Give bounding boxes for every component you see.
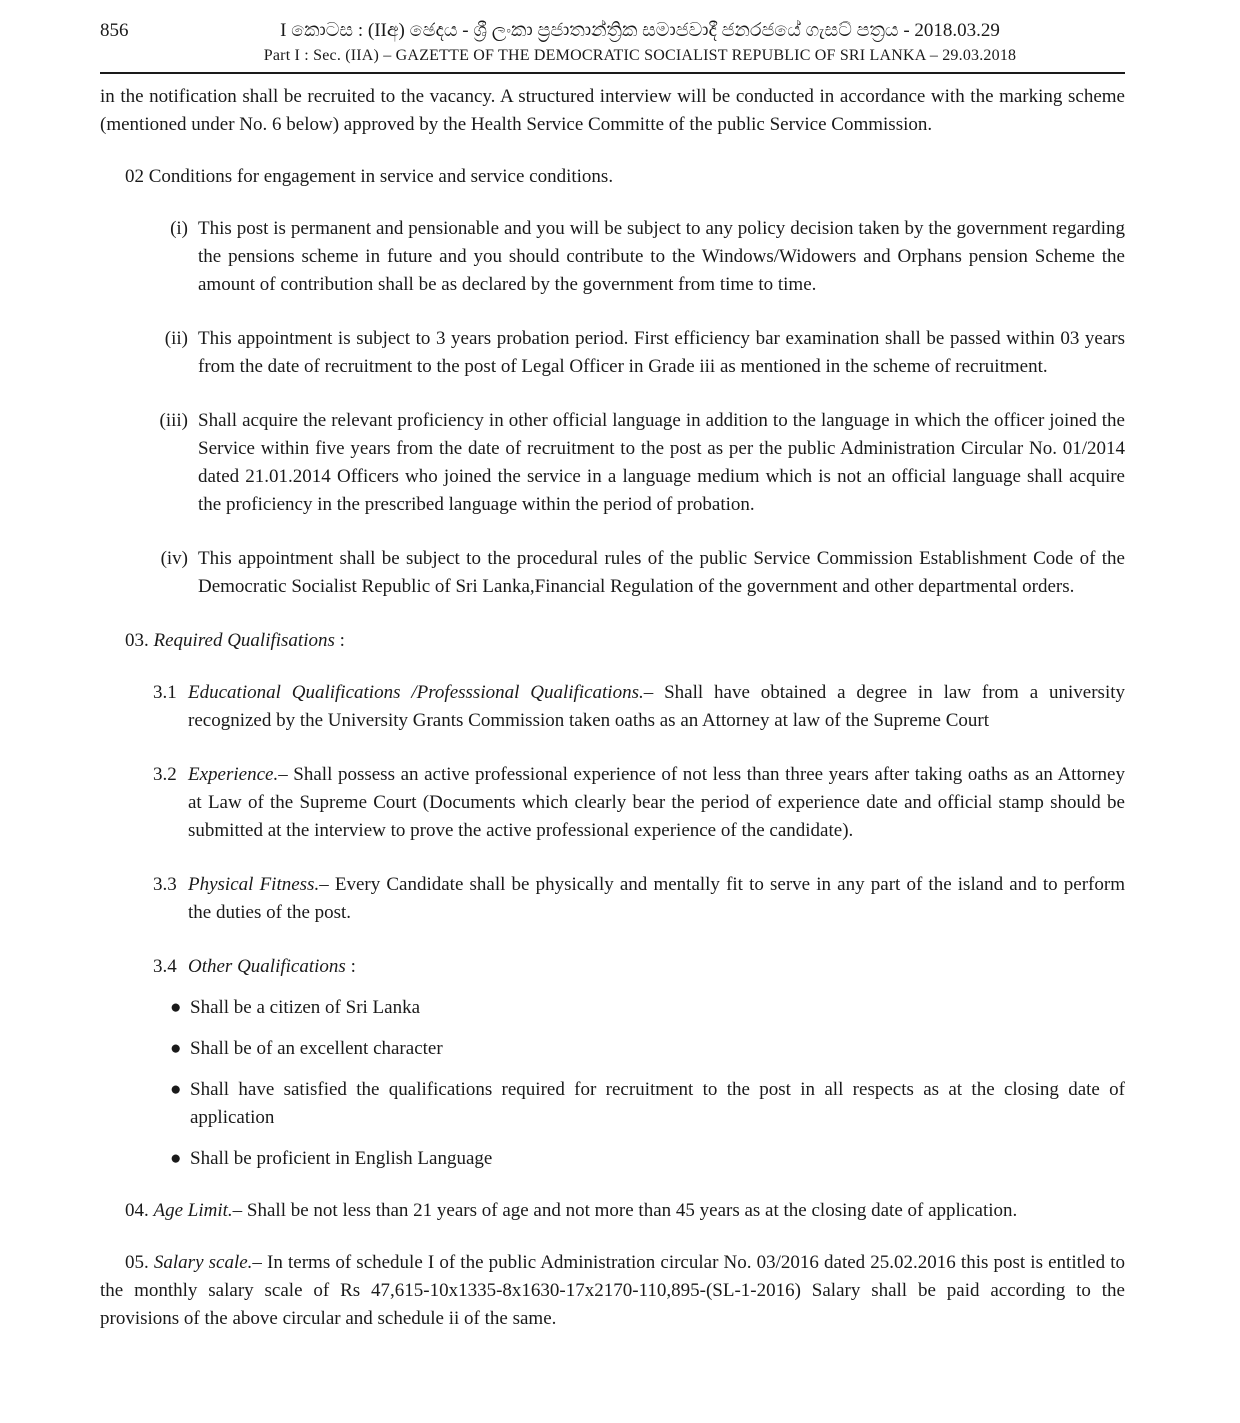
item-number: (iii) bbox=[159, 410, 188, 431]
bullet-icon: ● bbox=[170, 1079, 182, 1100]
gazette-header-english: Part I : Sec. (IIA) – GAZETTE OF THE DEMOCRATIC SOCIALIST REPUBLIC OF SRI LANKA – 29.03.2018 bbox=[263, 47, 1017, 64]
bullet-item bbox=[100, 1145, 1125, 1173]
sub-number: 3.2 bbox=[153, 764, 177, 785]
item-number: (iv) bbox=[160, 548, 188, 569]
section-number: 03. bbox=[125, 630, 149, 651]
sub-title: Physical Fitness. bbox=[188, 874, 320, 895]
item-text: This post is permanent and pensionable and you will be subject to any policy decision taken by the government regarding the pensions scheme in future and you should contribute to the Windows/Widowers and Orphans pension Scheme the amount of contribution shall be as declared by the government from time to time. bbox=[198, 218, 1125, 295]
section-text: – Shall be not less than 21 years of age and not more than 45 years as at the closing date of application. bbox=[232, 1200, 1018, 1221]
qualification-item bbox=[100, 761, 1125, 845]
qualification-item bbox=[100, 953, 1125, 981]
section-03-heading bbox=[100, 627, 1125, 655]
section-number: 04. bbox=[125, 1200, 149, 1221]
condition-item bbox=[100, 215, 1125, 299]
section-02-heading: 02 Conditions for engagement in service and service conditions. bbox=[125, 166, 614, 187]
sub-title: Other Qualifications bbox=[188, 956, 346, 977]
bullet-text: Shall be proficient in English Language bbox=[190, 1148, 493, 1169]
bullet-icon: ● bbox=[170, 1148, 182, 1169]
sub-colon: : bbox=[345, 956, 356, 977]
bullet-item bbox=[100, 1076, 1125, 1132]
bullet-icon: ● bbox=[170, 997, 182, 1018]
header-rule bbox=[100, 72, 1125, 74]
section-title: Required Qualifisations bbox=[153, 630, 335, 651]
bullet-icon: ● bbox=[170, 1038, 182, 1059]
section-number: 05. bbox=[125, 1252, 149, 1273]
sub-title: Educational Qualifications /Professsional Qualifications. bbox=[188, 682, 644, 703]
sub-title: Experience. bbox=[188, 764, 279, 785]
qualification-item bbox=[100, 871, 1125, 927]
item-text: Shall acquire the relevant proficiency in other official language in addition to the language in which the officer joined the Service within five years from the date of recruitment to the post as per the public Administration Circular No. 01/2014 dated 21.01.2014 Officers who joined the service in a language medium which is not an official language shall acquire the proficiency in the prescribed language within the period of probation. bbox=[198, 410, 1125, 515]
item-number: (i) bbox=[170, 218, 188, 239]
page-number: 856 bbox=[100, 20, 129, 41]
bullet-text: Shall be of an excellent character bbox=[190, 1038, 443, 1059]
section-text: – In terms of schedule I of the public Administration circular No. 03/2016 dated 25.02.2016 this post is entitled to the monthly salary scale of Rs 47,615-10x1335-8x1630-17x2170-110,895-(SL-1-2016) Salary shall be paid according to the provisions of the above circular and schedule ii of the same. bbox=[100, 1252, 1125, 1329]
section-title: Age Limit. bbox=[153, 1200, 233, 1221]
item-text: This appointment shall be subject to the procedural rules of the public Service Commission Establishment Code of the Democratic Socialist Republic of Sri Lanka,Financial Regulation of the government and other departmental orders. bbox=[198, 548, 1125, 597]
item-text: This appointment is subject to 3 years probation period. First efficiency bar examination shall be passed within 03 years from the date of recruitment to the post of Legal Officer in Grade iii as mentioned in the scheme of recruitment. bbox=[198, 328, 1125, 377]
condition-item bbox=[100, 545, 1125, 601]
section-05 bbox=[100, 1249, 1125, 1333]
sub-number: 3.4 bbox=[153, 956, 177, 977]
intro-paragraph: in the notification shall be recruited to the vacancy. A structured interview will be conducted in accordance with the marking scheme (mentioned under No. 6 below) approved by the Health Service Committe of the public Service Commission. bbox=[100, 86, 1125, 135]
item-number: (ii) bbox=[164, 328, 188, 349]
section-04 bbox=[100, 1197, 1125, 1225]
sub-text: – Shall possess an active professional experience of not less than three years after taking oaths as an Attorney at Law of the Supreme Court (Documents which clearly bear the period of experience date and official stamp should be submitted at the interview to prove the active professional experience of the candidate). bbox=[188, 764, 1125, 841]
document-body bbox=[100, 83, 1125, 1333]
sub-text: – Every Candidate shall be physically and mentally fit to serve in any part of the island and to perform the duties of the post. bbox=[188, 874, 1125, 923]
qualification-item bbox=[100, 679, 1125, 735]
section-colon: : bbox=[334, 630, 345, 651]
bullet-text: Shall have satisfied the qualifications required for recruitment to the post in all respects as at the closing date of application bbox=[190, 1079, 1125, 1128]
bullet-item bbox=[100, 1035, 1125, 1063]
condition-item bbox=[100, 407, 1125, 519]
gazette-header-sinhala: I කොටස : (IIඅ) ඡෙදය - ශ්‍රී ලංකා ප්‍රජාතාන්ත්‍රික සමාජවාදී ජනරජයේ ගැසට් පත්‍රය - 2018.03.29 bbox=[280, 20, 1000, 41]
condition-item bbox=[100, 325, 1125, 381]
sub-number: 3.3 bbox=[153, 874, 177, 895]
bullet-text: Shall be a citizen of Sri Lanka bbox=[190, 997, 421, 1018]
section-title: Salary scale. bbox=[153, 1252, 253, 1273]
bullet-item bbox=[100, 994, 1125, 1022]
sub-number: 3.1 bbox=[153, 682, 177, 703]
sub-text: – Shall have obtained a degree in law from a university recognized by the University Grants Commission taken oaths as an Attorney at law of the Supreme Court bbox=[188, 682, 1125, 731]
